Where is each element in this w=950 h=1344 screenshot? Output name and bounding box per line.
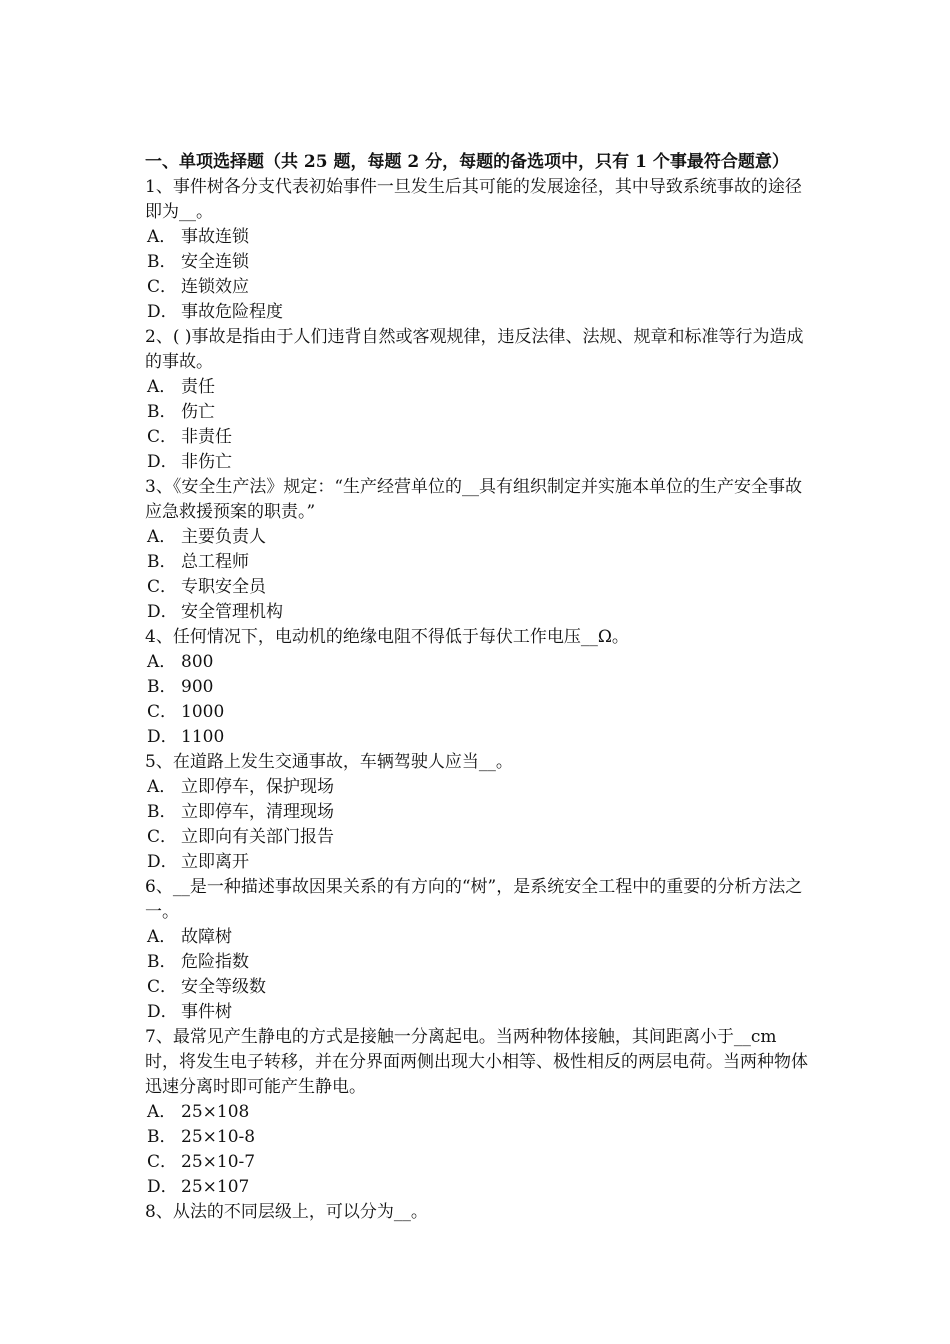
- question-stem: 5、在道路上发生交通事故，车辆驾驶人应当__。: [145, 752, 513, 772]
- question-stem: 1、事件树各分支代表初始事件一旦发生后其可能的发展途径，其中导致系统事故的途径即为__。: [145, 177, 802, 222]
- option-d: D． 立即离开: [147, 852, 249, 872]
- question-stem: 7、最常见产生静电的方式是接触一分离起电。当两种物体接触，其间距离小于__cm 时，将发生电子转移，并在分界面两侧出现大小相等、极性相反的两层电荷。当两种物体迅速分离时即可能产生静电。: [145, 1027, 808, 1097]
- question-4: [145, 625, 810, 750]
- option-c: C． 连锁效应: [147, 277, 249, 297]
- document-page: [145, 150, 810, 1225]
- option-a: A． 主要负责人: [147, 527, 266, 547]
- option-a: A． 事故连锁: [147, 227, 249, 247]
- question-stem: 8、从法的不同层级上，可以分为__。: [145, 1202, 428, 1222]
- question-6: [145, 875, 810, 1025]
- option-a: A． 25×108: [147, 1102, 250, 1122]
- option-b: B． 安全连锁: [147, 252, 249, 272]
- option-d: D． 1100: [147, 727, 225, 747]
- question-3: [145, 475, 810, 625]
- question-8: [145, 1200, 810, 1225]
- question-stem: 4、任何情况下，电动机的绝缘电阻不得低于每伏工作电压__Ω。: [145, 627, 629, 647]
- option-c: C． 专职安全员: [147, 577, 266, 597]
- section-title: 一、单项选择题（共 25 题，每题 2 分，每题的备选项中，只有 1 个事最符合题意）: [145, 152, 789, 172]
- question-stem: 6、__是一种描述事故因果关系的有方向的“树”，是系统安全工程中的重要的分析方法之一。: [145, 877, 803, 922]
- question-1: [145, 175, 810, 325]
- option-b: B． 900: [147, 677, 214, 697]
- question-7: [145, 1025, 810, 1200]
- option-c: C． 安全等级数: [147, 977, 266, 997]
- option-d: D． 事件树: [147, 1002, 232, 1022]
- question-5: [145, 750, 810, 875]
- option-b: B． 总工程师: [147, 552, 249, 572]
- option-b: B． 伤亡: [147, 402, 215, 422]
- option-b: B． 危险指数: [147, 952, 249, 972]
- option-d: D． 非伤亡: [147, 452, 232, 472]
- option-c: C． 25×10-7: [147, 1152, 256, 1172]
- option-b: B． 25×10-8: [147, 1127, 256, 1147]
- option-a: A． 故障树: [147, 927, 232, 947]
- option-a: A． 立即停车，保护现场: [147, 777, 334, 797]
- option-b: B． 立即停车，清理现场: [147, 802, 334, 822]
- option-c: C． 1000: [147, 702, 225, 722]
- option-d: D． 事故危险程度: [147, 302, 283, 322]
- question-2: [145, 325, 810, 475]
- option-a: A． 责任: [147, 377, 215, 397]
- option-d: D． 25×107: [147, 1177, 250, 1197]
- option-a: A． 800: [147, 652, 214, 672]
- option-d: D． 安全管理机构: [147, 602, 283, 622]
- option-c: C． 立即向有关部门报告: [147, 827, 334, 847]
- question-stem: 2、( )事故是指由于人们违背自然或客观规律，违反法律、法规、规章和标准等行为造成的事故。: [145, 327, 804, 372]
- question-stem: 3、《安全生产法》规定：“生产经营单位的__具有组织制定并实施本单位的生产安全事故应急救援预案的职责。”: [145, 477, 803, 522]
- option-c: C． 非责任: [147, 427, 232, 447]
